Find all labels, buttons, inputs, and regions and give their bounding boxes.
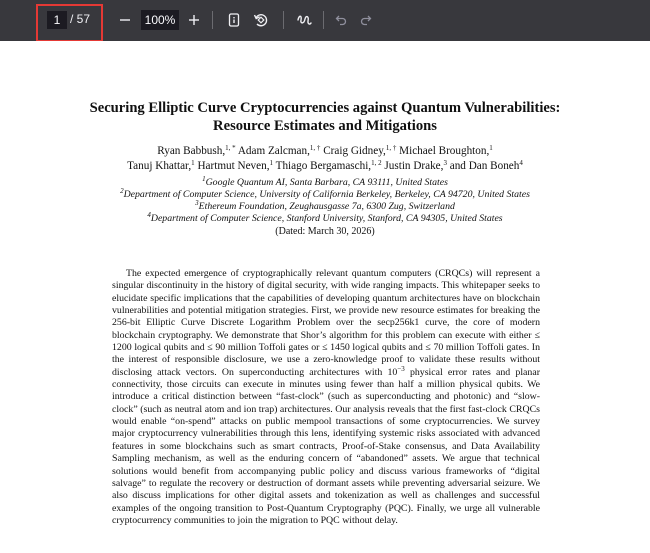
paper-title-line-2: Resource Estimates and Mitigations	[213, 118, 437, 134]
affiliation-2	[0, 189, 650, 201]
error-rate-base: 10	[387, 366, 398, 378]
author-name: and Dan Boneh	[449, 160, 520, 172]
author-name: Tanuj Khattar,	[127, 160, 192, 172]
affiliation-3	[0, 201, 650, 213]
author-affiliation-mark: 1	[191, 159, 195, 167]
zoom-level[interactable]: 100%	[141, 10, 179, 30]
document-properties-icon	[228, 13, 240, 27]
abstract-text: physical error rates and planar connectivity, those circuits can execute in minutes using fewer than half a million physical qubits. We introduce a critical distinction between “fast-clock” (such as superconducting and photonic) and “slow-clock” (such as neutral atom and ion trap) architectures. Our analysis reveals that the first fast-clock CRQCs would enable “on-spend” attacks on public mempool transactions of some cryptocurrencies. We survey major cryptocurrency vulnerabilities through this lens, identifying systemic risks associated with advanced features in some blockchains such as smart contracts, Proof-of-Stake consensus, and Data Availability Sampling mechanism, as well as the enduring concern of “abandoned” assets. We argue that technical solutions would benefit from accompanying public policy and discuss various frameworks of “digital salvage” to regulate the recovery or destruction of dormant assets while preventing adversarial seizure. We also discuss implications for other digital assets and tokenization as well as challenges and successful examples of the ongoing transition to Post-Quantum Cryptography (PQC). Finally, we urge all vulnerable cryptocurrency communities to join the migration to PQC without delay.	[112, 366, 540, 526]
redo-button[interactable]	[358, 8, 374, 32]
abstract-paragraph	[112, 268, 540, 527]
author-affiliation-mark: 1, †	[385, 144, 397, 152]
abstract-text: . In the interest of responsible disclosure, we use a zero-knowledge proof to validate these results without disclosing attack vectors. On superconducting architectures with	[112, 342, 541, 378]
author-affiliation-mark: 1	[269, 159, 274, 167]
abstract-text: The expected emergence of cryptographically relevant quantum computers (CRQCs) will represent a singular discontinuity in the history of digital security, with wide ranging impacts. This whitepaper seeks to elucidate specific implications that the capabilities of developing quantum architectures have on blockchain vulnerabilities and potential mitigation strategies. First, we provide new resource estimates for breaking the 256-bit Elliptic Curve Discrete Logarithm Problem over the secp256k1 curve, the core of modern blockchain cryptography. We demonstrate that Shor’s algorithm for this problem can execute with either	[112, 268, 540, 341]
author-affiliation-mark: 4	[519, 159, 523, 167]
author-name: Thiago Bergamaschi,	[275, 160, 372, 172]
zoom-in-icon	[188, 14, 200, 26]
author-name: Craig Gidney,	[323, 145, 386, 157]
zoom-out-button[interactable]	[116, 8, 134, 32]
abstract-resources: ≤ 1200 logical qubits and ≤ 90 million Toffoli gates or ≤ 1450 logical qubits and ≤ 70 million Toffoli gates	[112, 329, 540, 354]
author-affiliation-mark: 1	[489, 144, 493, 152]
affiliation-mark: 1	[202, 175, 206, 183]
rotate-button[interactable]	[251, 8, 271, 32]
page-total-label: / 57	[70, 12, 91, 26]
draw-icon	[296, 12, 312, 28]
author-name: Ryan Babbush,	[157, 145, 226, 157]
author-name: Michael Broughton,	[399, 145, 490, 157]
author-name: Hartmut Neven,	[197, 160, 270, 172]
paper-date: (Dated: March 30, 2026)	[275, 226, 375, 237]
affiliation-4	[0, 213, 650, 225]
author-affiliation-mark: 1, 2	[371, 159, 382, 167]
affiliation-text: Ethereum Foundation, Zeughausgasse 7a, 6300 Zug, Switzerland	[198, 201, 455, 212]
zoom-out-icon	[119, 14, 131, 26]
redo-icon	[360, 14, 372, 26]
affiliation-text: Department of Computer Science, University of California Berkeley, Berkeley, CA 94720, United States	[123, 189, 530, 200]
pdf-toolbar	[0, 0, 650, 41]
undo-button[interactable]	[333, 8, 349, 32]
toolbar-separator	[323, 11, 324, 29]
error-rate-exponent: −3	[397, 364, 405, 373]
page-number-input[interactable]	[47, 11, 67, 29]
author-name: Justin Drake,	[384, 160, 444, 172]
undo-icon	[335, 14, 347, 26]
draw-button[interactable]	[294, 8, 314, 32]
author-affiliation-mark: 1, *	[225, 144, 236, 152]
affiliation-mark: 2	[120, 187, 124, 195]
rotate-icon	[253, 12, 269, 28]
paper-title-line-1: Securing Elliptic Curve Cryptocurrencies against Quantum Vulnerabilities:	[89, 100, 561, 116]
author-affiliation-mark: 3	[443, 159, 447, 167]
pdf-page	[0, 41, 650, 553]
toolbar-separator	[212, 11, 213, 29]
affiliation-mark: 4	[147, 211, 151, 219]
authors-line-1	[0, 144, 650, 159]
zoom-in-button[interactable]	[185, 8, 203, 32]
document-properties-button[interactable]	[225, 8, 243, 32]
affiliation-text: Department of Computer Science, Stanford University, Stanford, CA 94305, United States	[150, 213, 503, 224]
affiliation-text: Google Quantum AI, Santa Barbara, CA 93111, United States	[205, 177, 448, 188]
author-affiliation-mark: 1, †	[309, 144, 321, 152]
authors-line-2	[0, 159, 650, 174]
affiliation-mark: 3	[195, 199, 199, 207]
affiliation-1	[0, 177, 650, 189]
toolbar-separator	[283, 11, 284, 29]
author-name: Adam Zalcman,	[237, 145, 310, 157]
